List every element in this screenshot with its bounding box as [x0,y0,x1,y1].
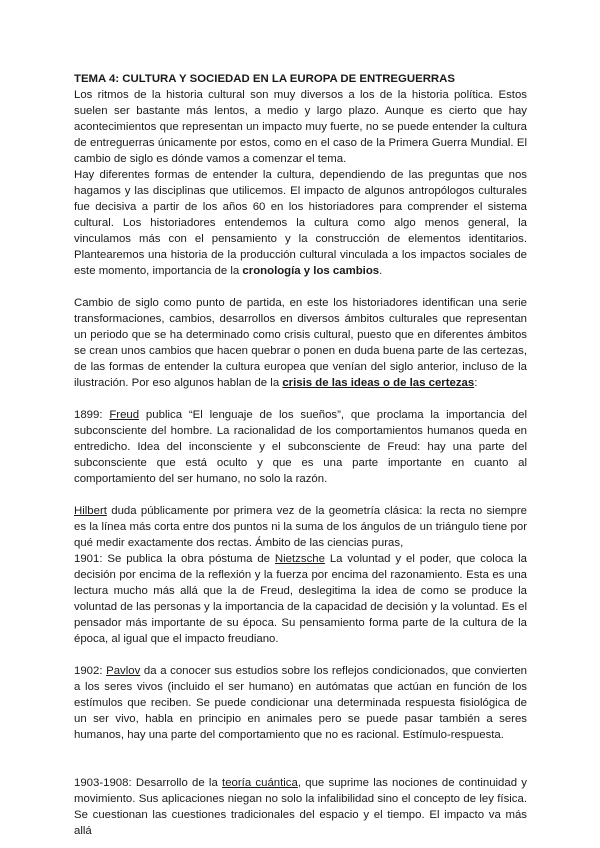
paragraph-nietzsche-text: La voluntad y el poder, que coloca la decisión por encima de la reflexión y la fuerza por encima del razonamiento. Esta es una lectura mucho más allá que la de Freud, deslegitima la idea de como se produce la voluntad de las personas y la importancia de la capacidad de decisión y la voluntad. Es el pensador más importante de su época. Su pensamiento forma parte de la cultura de la época, al igual que el impacto freudiano. [74,553,527,645]
name-quantum-theory: teoría cuántica [222,777,298,789]
name-hilbert: Hilbert [74,505,107,517]
bold-crisis-ideas: crisis de las ideas o de las certezas [282,377,475,389]
paragraph-century-text: Cambio de siglo como punto de partida, en este los historiadores identifican una serie transformaciones, cambios, desarrollos en diversos ámbitos culturales que representan un periodo que se ha determinado como crisis cultural, puesto que en diferentes ámbitos se crean unos cambios que hacen quebrar o ponen en duda buena parte de las certezas, de las formas de entender la cultura europea que venían del siglo anterior, incluso de la ilustración. Por eso algunos hablan de la [74,297,527,389]
paragraph-culture [74,167,527,279]
paragraph-quantum-text: , que suprime las nociones de continuidad y movimiento. Sus aplicaciones niegan no solo la infalibilidad sino el concepto de ley física. Se cuestionan las cuestiones tradicionales del espacio y el tiempo. El impacto va más allá [74,777,527,837]
paragraph-nietzsche [74,551,527,647]
year-1901: 1901: Se publica la obra póstuma de [74,553,275,565]
spacer [74,647,527,663]
paragraph-pavlov [74,663,527,743]
paragraph-hilbert [74,503,527,551]
spacer [74,391,527,407]
year-1903-1908: 1903-1908: Desarrollo de la [74,777,223,789]
name-pavlov: Pavlov [106,665,141,677]
paragraph-freud-text: publica “El lenguaje de los sueños”, que proclama la importancia del subconsciente del hombre. La racionalidad de los comportamientos humanos queda en entredicho. Idea del inconsciente y el subconsciente de Freud: hay una parte del subconsciente que está oculto y que es una parte importante en cuanto al comportamiento del ser humano, no solo la razón. [74,409,528,485]
name-nietzsche: Nietzsche [274,553,325,565]
name-freud: Freud [109,409,140,421]
paragraph-culture-end: . [379,265,383,277]
paragraph-century-change [74,295,527,391]
page-title: TEMA 4: CULTURA Y SOCIEDAD EN LA EUROPA DE ENTREGUERRAS [74,73,455,85]
paragraph-freud [74,407,527,487]
spacer [74,487,527,503]
year-1899: 1899: [74,409,110,421]
year-1902: 1902: [74,665,107,677]
paragraph-quantum [74,775,527,839]
paragraph-pavlov-text: da a conocer sus estudios sobre los reflejos condicionados, que convierten a los seres vivos (incluido el ser humano) en autómatas que actúan en función de los estímulos que reciben. Se puede condicionar una determinada respuesta fisiológica de un ser vivo, habla en principio en animales pero se puede pasar también a seres humanos, hay una parte del comportamiento que no es racional. Estímulo-respuesta. [74,665,527,741]
spacer [74,743,527,775]
document-body [74,71,527,839]
paragraph-hilbert-text: duda públicamente por primera vez de la geometría clásica: la recta no siempre es la línea más corta entre dos puntos ni la suma de los ángulos de un triángulo tiene por qué medir exactamente dos rectas. Ámbito de las ciencias puras, [74,505,527,549]
paragraph-century-end: : [474,377,478,389]
paragraph-culture-text: Hay diferentes formas de entender la cultura, dependiendo de las preguntas que nos hagamos y las disciplinas que utilicemos. El impacto de algunos antropólogos culturales fue decisiva a partir de los años 60 en los historiadores para comprender el sistema cultural. Los historiadores entendemos la cultura como algo menos general, la vinculamos más con el pensamiento y la construcción de elementos identitarios. Plantearemos una historia de la producción cultural vinculada a los impactos sociales de este momento, importancia de la [74,169,527,277]
bold-chronology: cronología y los cambios [242,265,380,277]
spacer [74,279,527,295]
paragraph-intro: Los ritmos de la historia cultural son muy diversos a los de la historia política. Estos suelen ser bastante más lentos, a medio y largo plazo. Aunque es cierto que hay acontecimientos que representan un impacto muy fuerte, no se puede entender la cultura de entreguerras únicamente por estos, como en el caso de la Primera Guerra Mundial. El cambio de siglo es dónde vamos a comenzar el tema. [74,89,527,165]
